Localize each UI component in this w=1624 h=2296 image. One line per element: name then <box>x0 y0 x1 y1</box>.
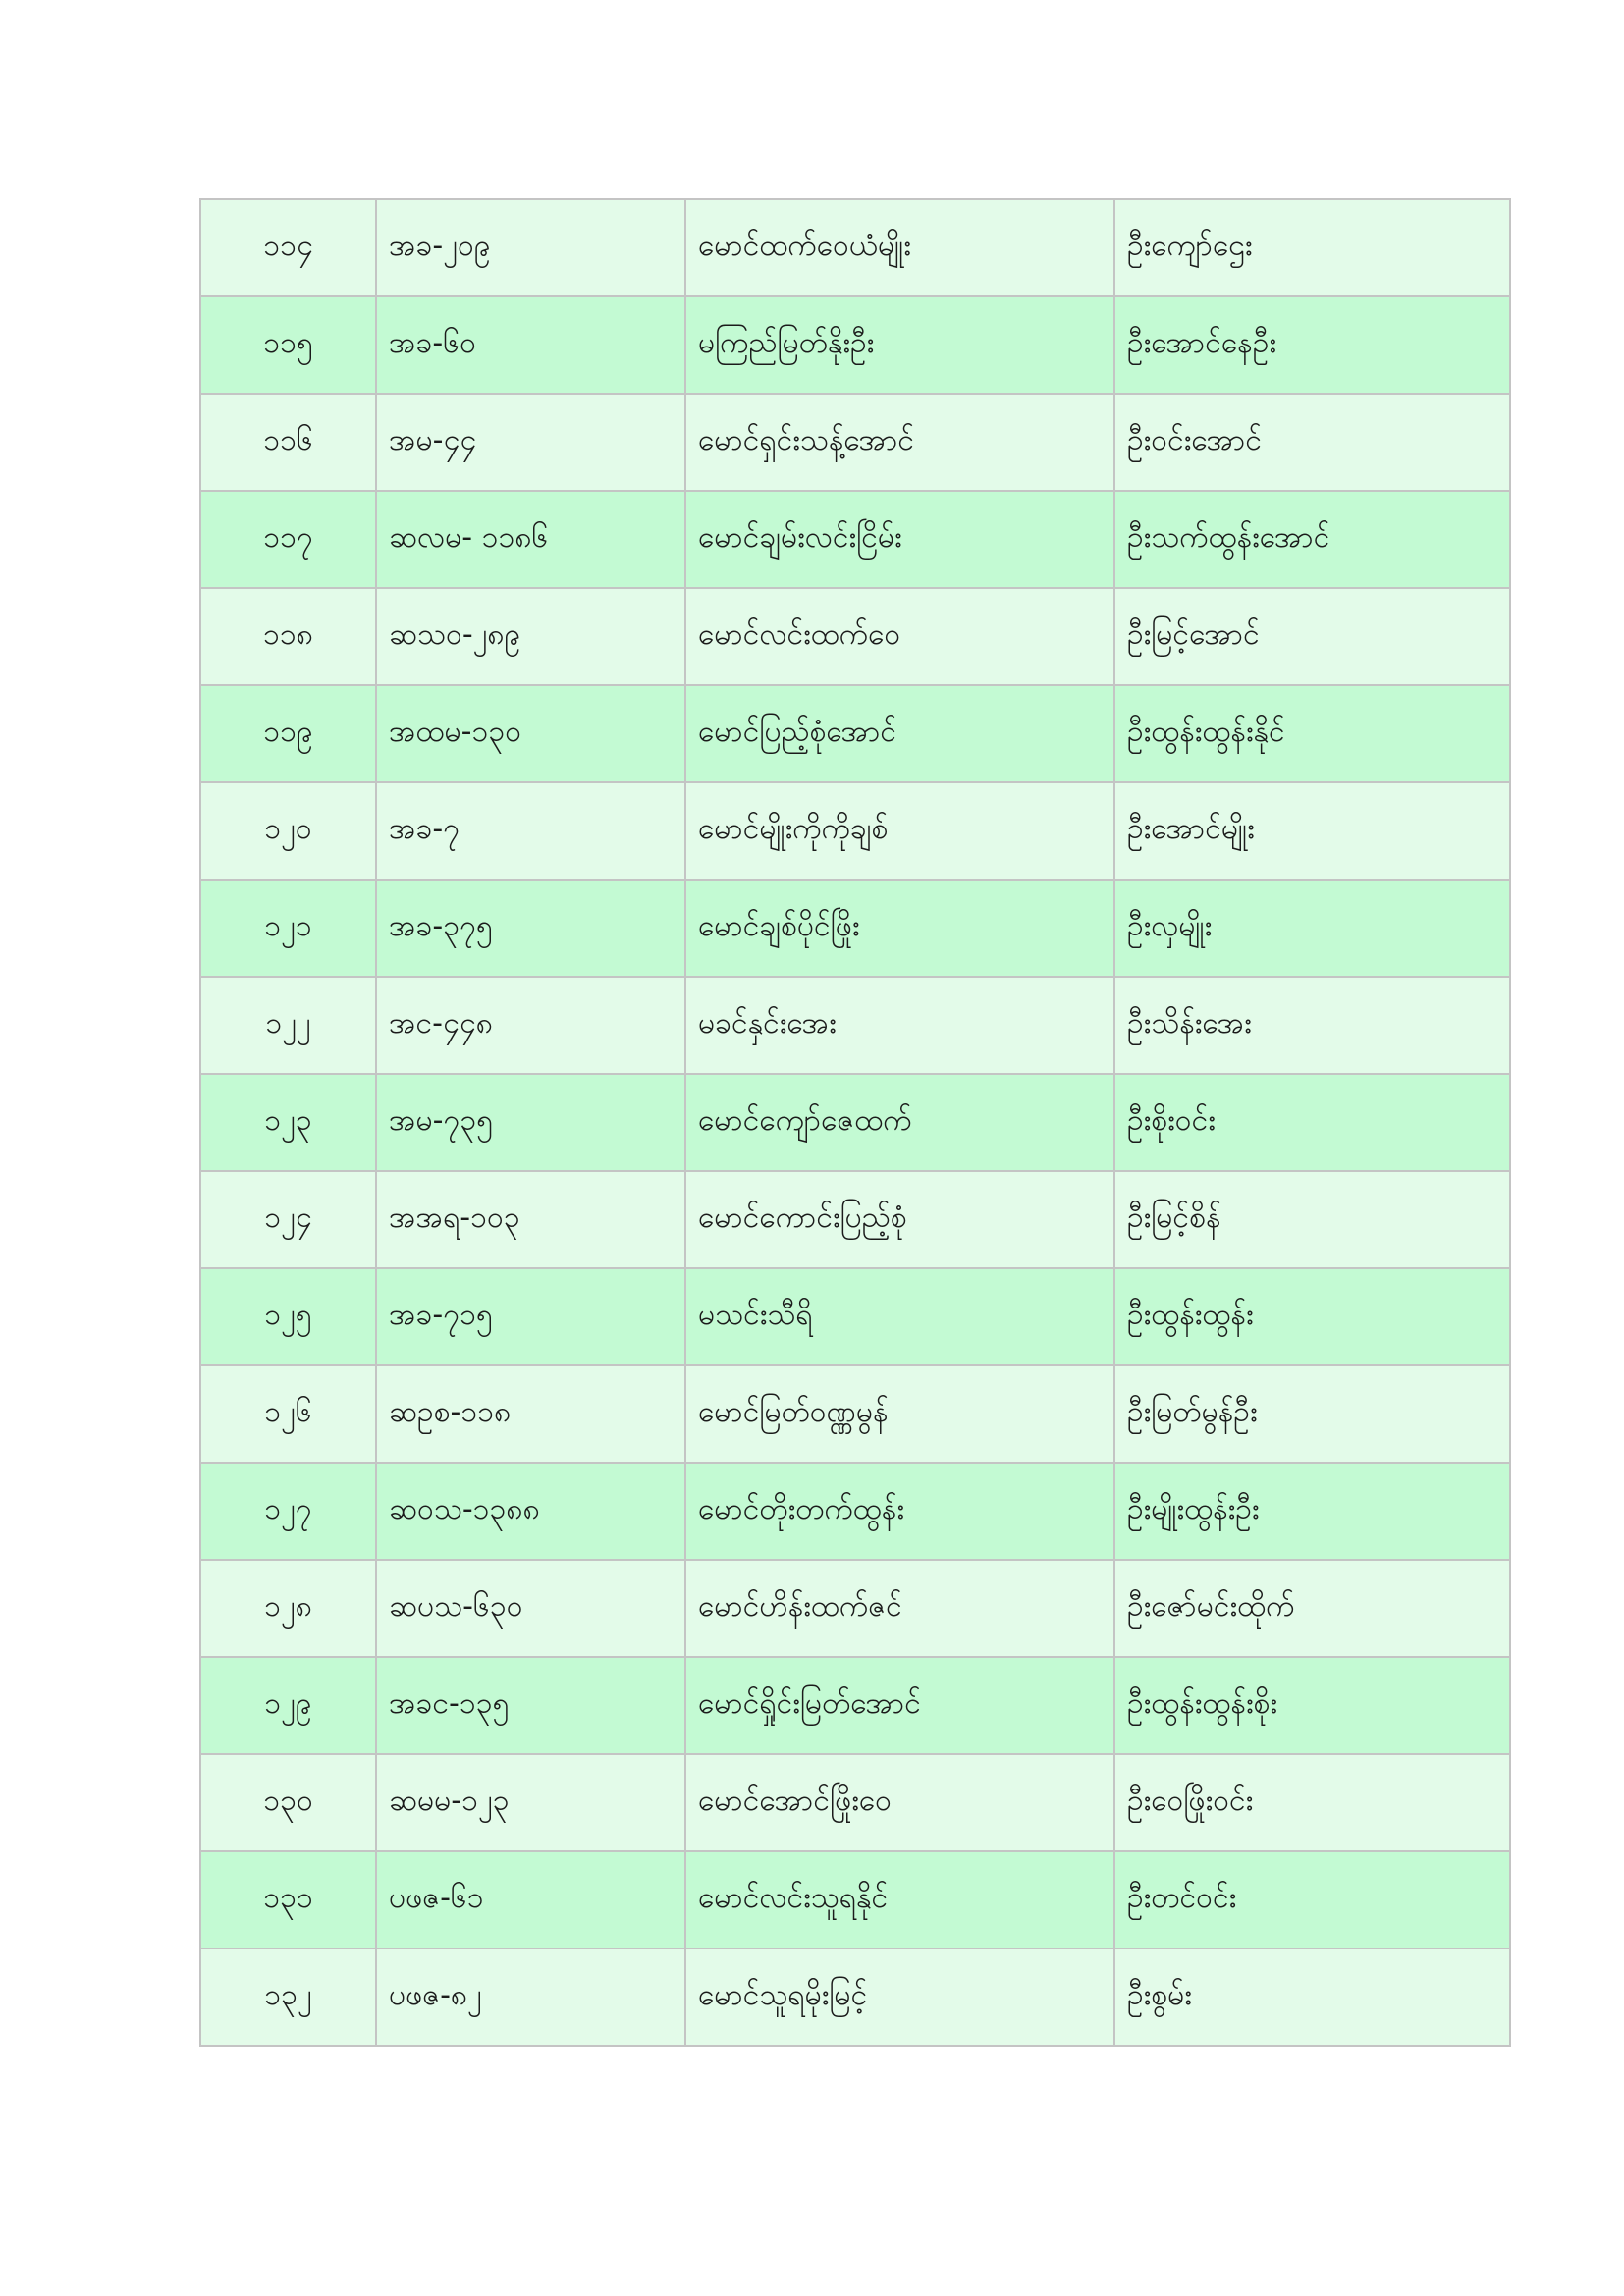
father-name-cell: ဦးတင်ဝင်း <box>1114 1851 1510 1949</box>
table-row <box>200 685 1510 782</box>
student-name-cell: မောင်ချမ်းလင်းငြိမ်း <box>685 491 1114 588</box>
father-name-cell: ဦးကျော်ဌေး <box>1114 199 1510 296</box>
father-name-cell: ဦးဇော်မင်းထိုက် <box>1114 1560 1510 1657</box>
registration-number-cell: ဆမမ-၁၂၃ <box>376 1754 685 1851</box>
father-name-cell: ဦးအောင်မျိုး <box>1114 782 1510 880</box>
student-table <box>199 198 1511 2047</box>
student-name-cell: မောင်ဟိန်းထက်ဇင် <box>685 1560 1114 1657</box>
table-body <box>200 199 1510 2046</box>
registration-number-cell: ဆဝသ-၁၃၈၈ <box>376 1463 685 1560</box>
table-row <box>200 1560 1510 1657</box>
student-name-cell: မောင်အောင်ဖြိုးဝေ <box>685 1754 1114 1851</box>
table-row <box>200 199 1510 296</box>
registration-number-cell: အအရ-၁၀၃ <box>376 1171 685 1268</box>
student-name-cell: မောင်ရှိုင်းမြတ်အောင် <box>685 1657 1114 1754</box>
father-name-cell: ဦးမြင့်အောင် <box>1114 588 1510 685</box>
father-name-cell: ဦးစိုးဝင်း <box>1114 1074 1510 1171</box>
registration-number-cell: အမ-၄၄ <box>376 394 685 491</box>
father-name-cell: ဦးမြတ်မွန်ဦး <box>1114 1365 1510 1463</box>
table-row <box>200 1074 1510 1171</box>
father-name-cell: ဦးအောင်နေဦး <box>1114 296 1510 394</box>
row-number-cell: ၁၂၀ <box>200 782 376 880</box>
table-row <box>200 1949 1510 2046</box>
student-name-cell: မောင်သူရမိုးမြင့် <box>685 1949 1114 2046</box>
registration-number-cell: ဆပသ-၆၃၀ <box>376 1560 685 1657</box>
row-number-cell: ၁၃၁ <box>200 1851 376 1949</box>
table-row <box>200 1171 1510 1268</box>
registration-number-cell: အခင-၁၃၅ <box>376 1657 685 1754</box>
table-row <box>200 296 1510 394</box>
student-name-cell: မောင်တိုးတက်ထွန်း <box>685 1463 1114 1560</box>
table-row <box>200 1754 1510 1851</box>
registration-number-cell: ဆလမ- ၁၁၈၆ <box>376 491 685 588</box>
row-number-cell: ၁၂၉ <box>200 1657 376 1754</box>
row-number-cell: ၁၂၁ <box>200 880 376 977</box>
father-name-cell: ဦးမျိုးထွန်းဦး <box>1114 1463 1510 1560</box>
registration-number-cell: ပဖဇ-၈၂ <box>376 1949 685 2046</box>
father-name-cell: ဦးဝေဖြိုးဝင်း <box>1114 1754 1510 1851</box>
registration-number-cell: အခ-၇ <box>376 782 685 880</box>
registration-number-cell: အခ-၂၀၉ <box>376 199 685 296</box>
row-number-cell: ၁၁၅ <box>200 296 376 394</box>
row-number-cell: ၁၃၀ <box>200 1754 376 1851</box>
registration-number-cell: အင-၄၄၈ <box>376 977 685 1074</box>
row-number-cell: ၁၂၆ <box>200 1365 376 1463</box>
registration-number-cell: ဆဥစ-၁၁၈ <box>376 1365 685 1463</box>
student-name-cell: မောင်ချစ်ပိုင်ဖြိုး <box>685 880 1114 977</box>
student-name-cell: မောင်ကောင်းပြည့်စုံ <box>685 1171 1114 1268</box>
student-name-cell: မောင်မျိုးကိုကိုချစ် <box>685 782 1114 880</box>
registration-number-cell: အမ-၇၃၅ <box>376 1074 685 1171</box>
table-row <box>200 1463 1510 1560</box>
registration-number-cell: အခ-၆၀ <box>376 296 685 394</box>
registration-number-cell: ဆသဝ-၂၈၉ <box>376 588 685 685</box>
table-row <box>200 1657 1510 1754</box>
table-row <box>200 977 1510 1074</box>
row-number-cell: ၁၁၆ <box>200 394 376 491</box>
table-row <box>200 1365 1510 1463</box>
student-name-cell: မကြည်မြတ်နိုးဦး <box>685 296 1114 394</box>
table-row <box>200 1268 1510 1365</box>
table-row <box>200 491 1510 588</box>
row-number-cell: ၁၂၈ <box>200 1560 376 1657</box>
father-name-cell: ဦးစွမ်း <box>1114 1949 1510 2046</box>
father-name-cell: ဦးထွန်းထွန်းစိုး <box>1114 1657 1510 1754</box>
student-name-cell: မောင်လင်းထက်ဝေ <box>685 588 1114 685</box>
father-name-cell: ဦးလှမျိုး <box>1114 880 1510 977</box>
student-name-cell: မခင်နှင်းအေး <box>685 977 1114 1074</box>
father-name-cell: ဦးထွန်းထွန်းနိုင် <box>1114 685 1510 782</box>
father-name-cell: ဦးထွန်းထွန်း <box>1114 1268 1510 1365</box>
student-name-cell: မသင်းသီရိ <box>685 1268 1114 1365</box>
student-name-cell: မောင်မြတ်ဝဏ္ဏမွန် <box>685 1365 1114 1463</box>
row-number-cell: ၁၂၂ <box>200 977 376 1074</box>
father-name-cell: ဦးသက်ထွန်းအောင် <box>1114 491 1510 588</box>
row-number-cell: ၁၁၇ <box>200 491 376 588</box>
row-number-cell: ၁၂၄ <box>200 1171 376 1268</box>
student-name-cell: မောင်ရှင်းသန့်အောင် <box>685 394 1114 491</box>
row-number-cell: ၁၃၂ <box>200 1949 376 2046</box>
registration-number-cell: အခ-၇၁၅ <box>376 1268 685 1365</box>
row-number-cell: ၁၂၇ <box>200 1463 376 1560</box>
row-number-cell: ၁၂၅ <box>200 1268 376 1365</box>
registration-number-cell: ပဖဇ-၆၁ <box>376 1851 685 1949</box>
table-row <box>200 1851 1510 1949</box>
table-row <box>200 394 1510 491</box>
student-name-cell: မောင်ထက်ဝေယံမျိုး <box>685 199 1114 296</box>
student-name-cell: မောင်ကျော်ဇေထက် <box>685 1074 1114 1171</box>
row-number-cell: ၁၁၈ <box>200 588 376 685</box>
table-row <box>200 880 1510 977</box>
father-name-cell: ဦးမြင့်စိန် <box>1114 1171 1510 1268</box>
row-number-cell: ၁၁၄ <box>200 199 376 296</box>
student-name-cell: မောင်ပြည့်စုံအောင် <box>685 685 1114 782</box>
registration-number-cell: အထမ-၁၃၀ <box>376 685 685 782</box>
student-name-cell: မောင်လင်းသူရနိုင် <box>685 1851 1114 1949</box>
registration-number-cell: အခ-၃၇၅ <box>376 880 685 977</box>
father-name-cell: ဦးသိန်းအေး <box>1114 977 1510 1074</box>
table-row <box>200 588 1510 685</box>
table-row <box>200 782 1510 880</box>
row-number-cell: ၁၂၃ <box>200 1074 376 1171</box>
father-name-cell: ဦးဝင်းအောင် <box>1114 394 1510 491</box>
row-number-cell: ၁၁၉ <box>200 685 376 782</box>
